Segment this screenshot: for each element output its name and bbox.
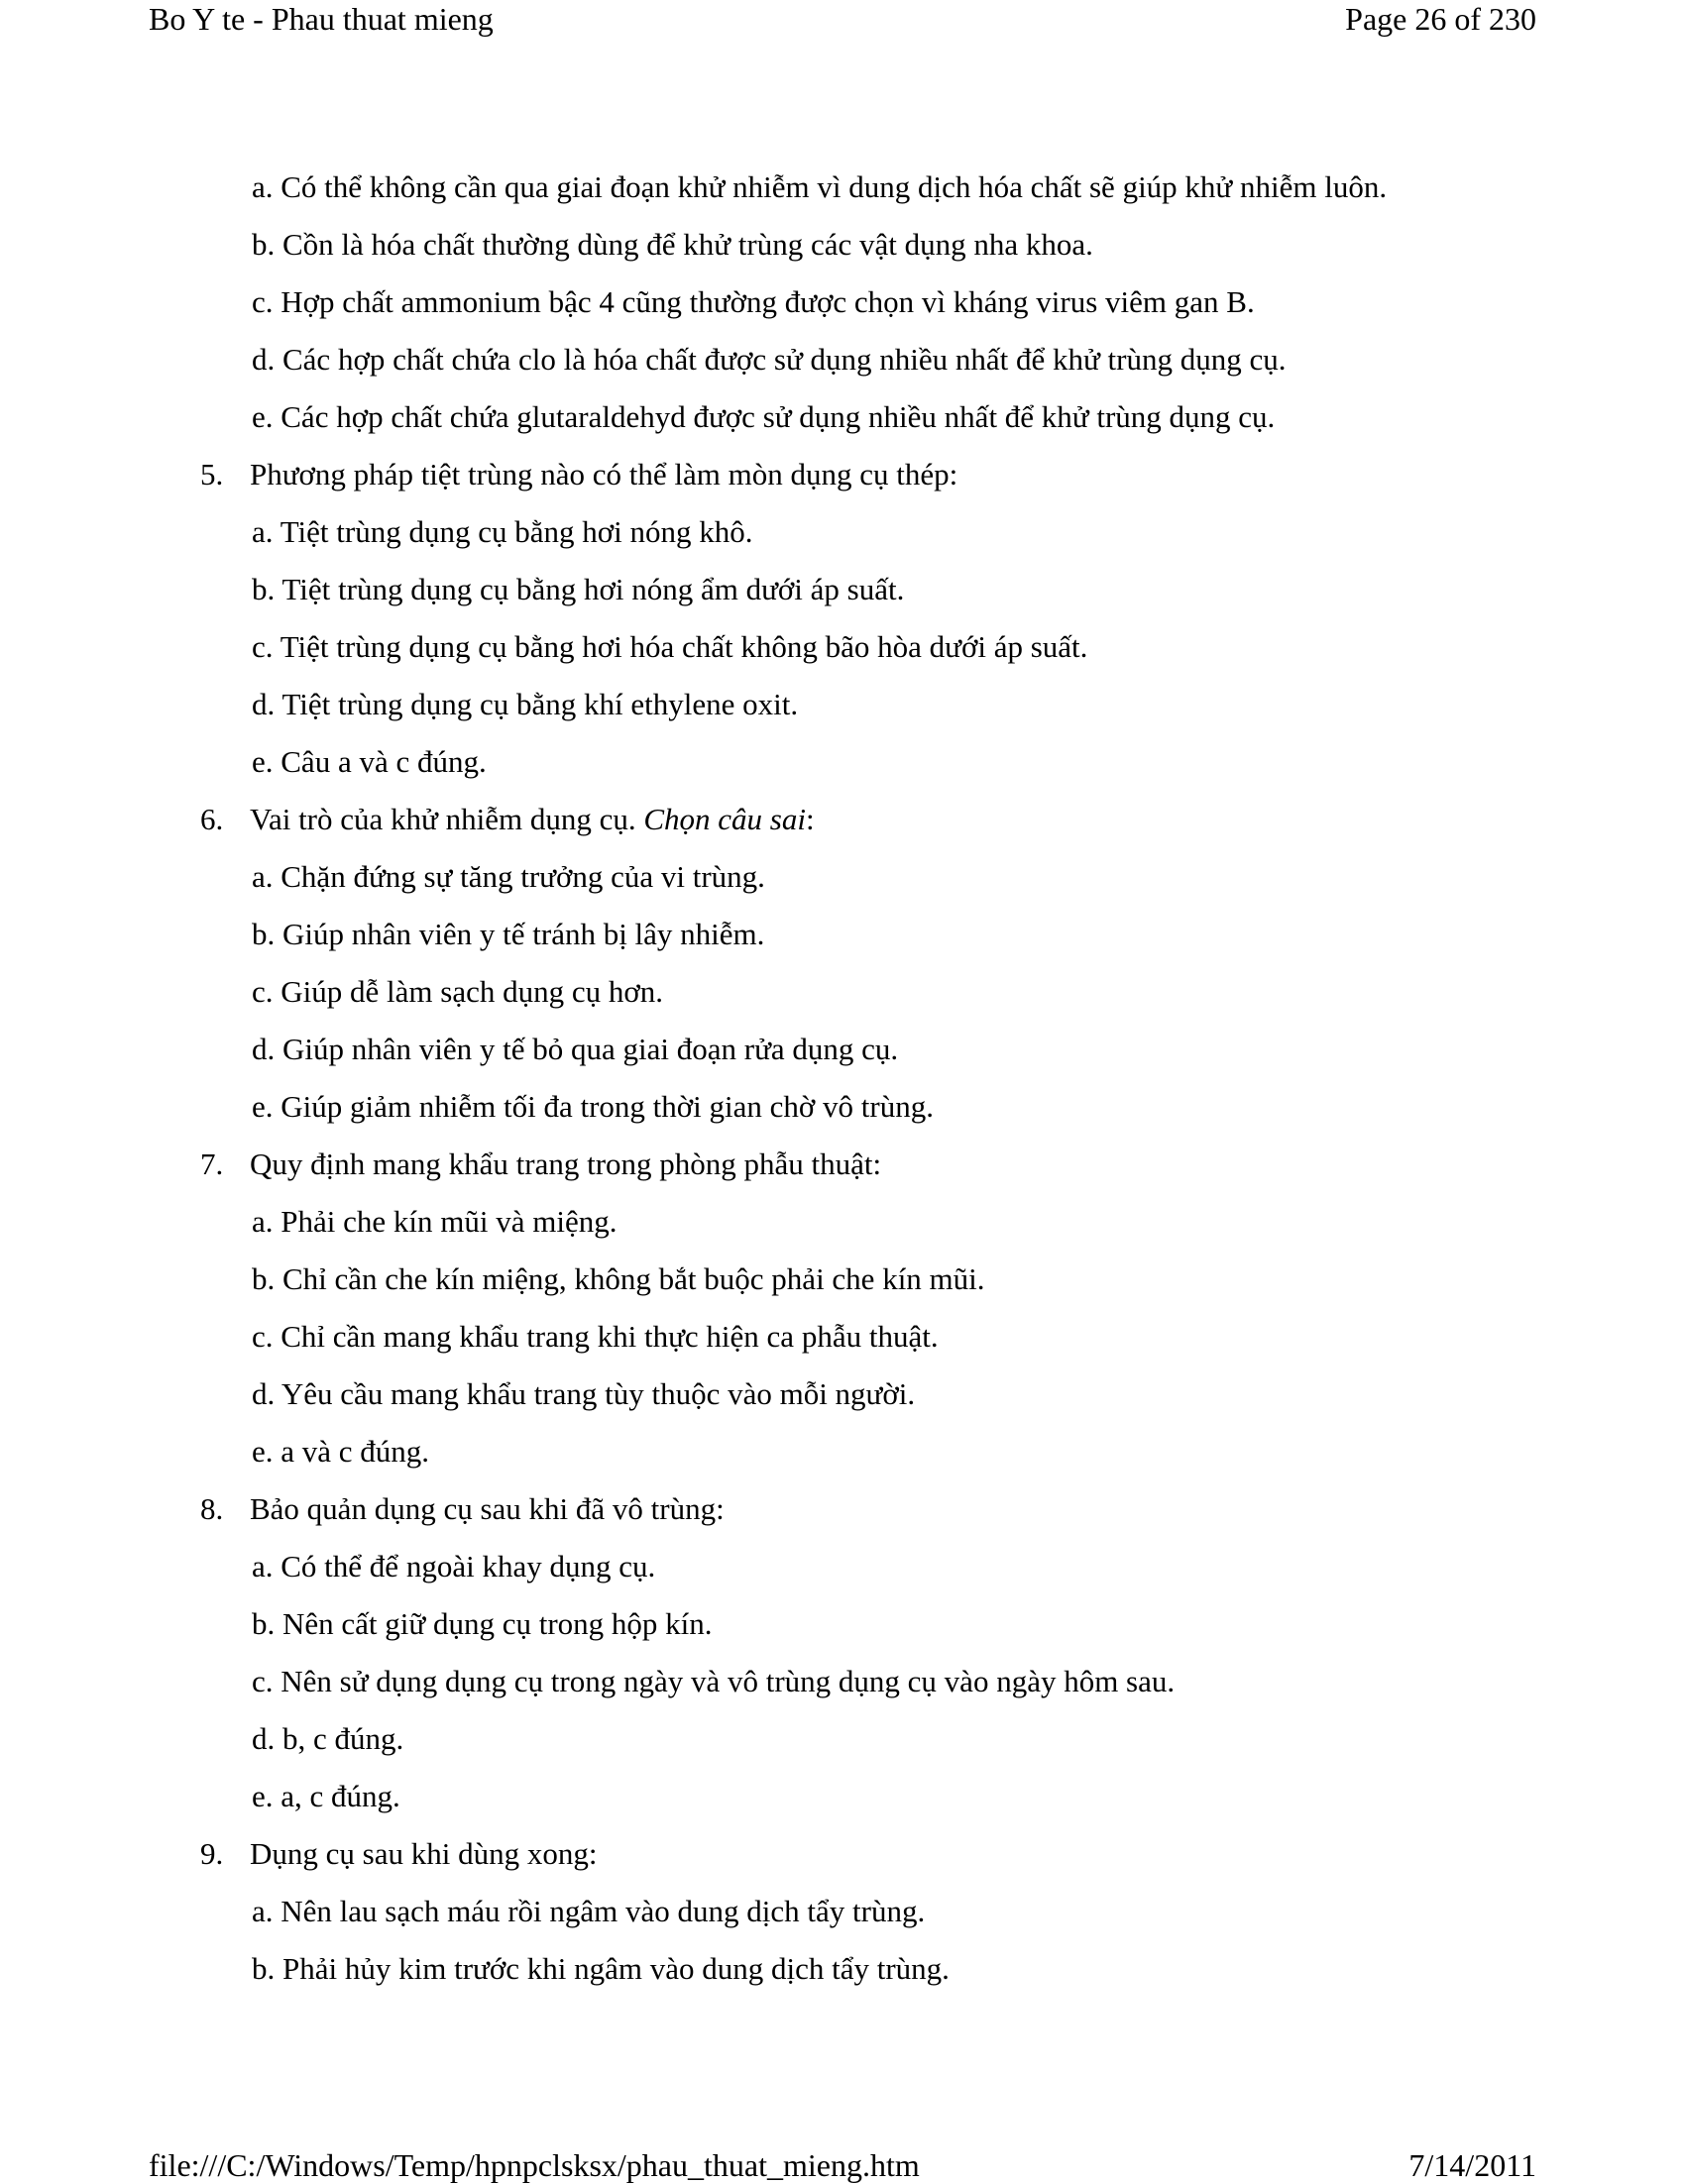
question-number: 9. xyxy=(200,1836,224,1871)
question-text: Dụng cụ sau khi dùng xong: xyxy=(250,1836,598,1871)
option-line: a. Chặn đứng sự tăng trưởng của vi trùng. xyxy=(252,859,765,894)
option-line: e. Giúp giảm nhiễm tối đa trong thời gian chờ vô trùng. xyxy=(252,1089,934,1124)
option-line: e. a, c đúng. xyxy=(252,1779,400,1813)
option-line: d. Các hợp chất chứa clo là hóa chất được sử dụng nhiều nhất để khử trùng dụng cụ. xyxy=(252,342,1287,377)
page-content xyxy=(0,164,1685,2004)
option-line: d. Yêu cầu mang khẩu trang tùy thuộc vào mỗi người. xyxy=(252,1376,916,1411)
question-emphasis: Chọn câu sai xyxy=(643,802,806,836)
header-page-number: Page 26 of 230 xyxy=(1345,1,1536,37)
option-line: b. Nên cất giữ dụng cụ trong hộp kín. xyxy=(252,1606,713,1641)
question-number: 8. xyxy=(200,1491,224,1526)
option-line: b. Cồn là hóa chất thường dùng để khử trùng các vật dụng nha khoa. xyxy=(252,227,1093,262)
option-line: b. Giúp nhân viên y tế tránh bị lây nhiễm. xyxy=(252,917,765,951)
question-text: Quy định mang khẩu trang trong phòng phẫu thuật: xyxy=(250,1147,882,1181)
question-text: Bảo quản dụng cụ sau khi đã vô trùng: xyxy=(250,1491,725,1526)
question-5 xyxy=(0,452,1685,509)
question-text: Vai trò của khử nhiễm dụng cụ. xyxy=(250,802,644,836)
option-line: b. Chỉ cần che kín miệng, không bắt buộc phải che kín mũi. xyxy=(252,1261,985,1296)
question-number: 7. xyxy=(200,1147,224,1181)
option-line: a. Có thể không cần qua giai đoạn khử nhiễm vì dung dịch hóa chất sẽ giúp khử nhiễm luôn. xyxy=(252,169,1388,204)
question-number: 6. xyxy=(200,802,224,836)
header-document-title: Bo Y te - Phau thuat mieng xyxy=(149,1,494,37)
question-6 xyxy=(0,797,1685,854)
option-line: c. Chỉ cần mang khẩu trang khi thực hiện ca phẫu thuật. xyxy=(252,1319,939,1354)
option-line: a. Phải che kín mũi và miệng. xyxy=(252,1204,618,1239)
question-9 xyxy=(0,1831,1685,1889)
option-line: c. Nên sử dụng dụng cụ trong ngày và vô trùng dụng cụ vào ngày hôm sau. xyxy=(252,1664,1176,1698)
question-text: Phương pháp tiệt trùng nào có thể làm mòn dụng cụ thép: xyxy=(250,457,958,491)
option-line: c. Tiệt trùng dụng cụ bằng hơi hóa chất không bão hòa dưới áp suất. xyxy=(252,629,1088,664)
question-8 xyxy=(0,1486,1685,1544)
option-line: e. Các hợp chất chứa glutaraldehyd được sử dụng nhiều nhất để khử trùng dụng cụ. xyxy=(252,399,1276,434)
option-line: a. Tiệt trùng dụng cụ bằng hơi nóng khô. xyxy=(252,514,753,549)
option-line: a. Nên lau sạch máu rồi ngâm vào dung dịch tẩy trùng. xyxy=(252,1894,926,1928)
option-line: d. Giúp nhân viên y tế bỏ qua giai đoạn rửa dụng cụ. xyxy=(252,1032,899,1066)
option-line: d. b, c đúng. xyxy=(252,1721,404,1756)
option-line: e. Câu a và c đúng. xyxy=(252,744,487,779)
option-line: e. a và c đúng. xyxy=(252,1434,430,1469)
question-7 xyxy=(0,1142,1685,1199)
option-line: c. Giúp dễ làm sạch dụng cụ hơn. xyxy=(252,974,663,1009)
footer-date: 7/14/2011 xyxy=(1408,2147,1536,2183)
option-line: d. Tiệt trùng dụng cụ bằng khí ethylene oxit. xyxy=(252,687,799,721)
option-line: c. Hợp chất ammonium bậc 4 cũng thường được chọn vì kháng virus viêm gan B. xyxy=(252,284,1255,319)
footer-file-url[interactable]: file:///C:/Windows/Temp/hpnpclsksx/phau_thuat_mieng.htm xyxy=(149,2147,920,2183)
option-line: b. Tiệt trùng dụng cụ bằng hơi nóng ẩm dưới áp suất. xyxy=(252,572,905,606)
question-suffix: : xyxy=(805,802,815,836)
option-line: b. Phải hủy kim trước khi ngâm vào dung dịch tẩy trùng. xyxy=(252,1951,950,1986)
option-line: a. Có thể để ngoài khay dụng cụ. xyxy=(252,1549,656,1583)
question-number: 5. xyxy=(200,457,224,491)
